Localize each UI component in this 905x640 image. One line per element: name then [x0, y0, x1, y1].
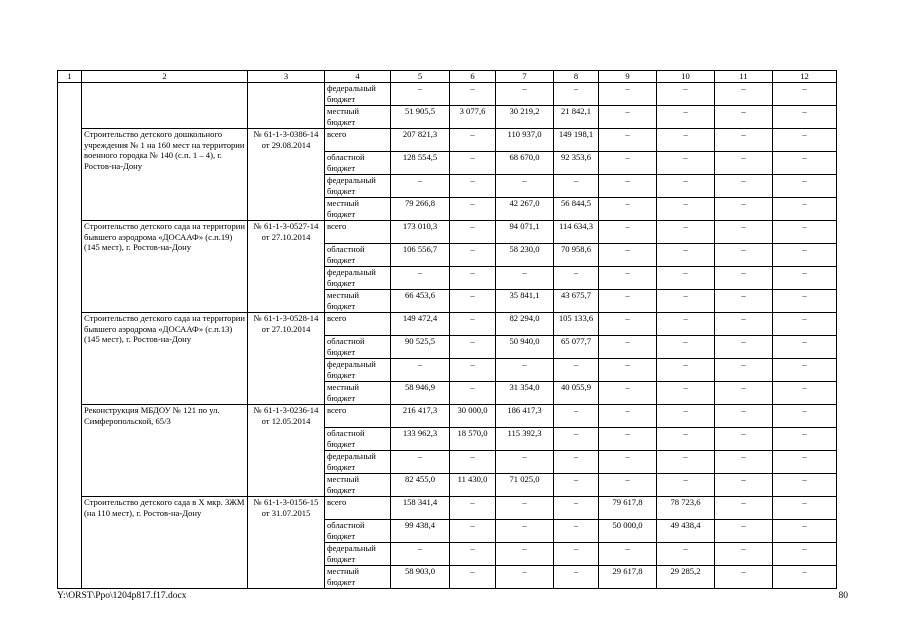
value-cell-col-11: –: [715, 405, 773, 428]
funding-source-cell: местный бюджет: [325, 474, 391, 497]
header-cell-8: 8: [554, 71, 599, 83]
value-cell-col-12: –: [773, 359, 837, 382]
value-cell-col-10: –: [657, 129, 715, 152]
value-cell-col-11: –: [715, 543, 773, 566]
value-cell-col-8: 149 198,1: [554, 129, 599, 152]
value-cell-col-7: –: [496, 83, 554, 106]
value-cell-col-7: 35 841,1: [496, 290, 554, 313]
object-name-cell: Строительство детского дошкольного учреждения № 1 на 160 мест на территории военного городка № 140 (с.п. 1 – 4), г. Ростов-на-Дону: [82, 129, 248, 221]
value-cell-col-8: –: [554, 566, 599, 589]
value-cell-col-10: 49 438,4: [657, 520, 715, 543]
table-row: [58, 129, 837, 152]
value-cell-col-11: –: [715, 382, 773, 405]
funding-source-cell: всего: [325, 497, 391, 520]
header-cell-3: 3: [248, 71, 325, 83]
value-cell-col-9: 79 617,8: [599, 497, 657, 520]
value-cell-col-11: –: [715, 520, 773, 543]
value-cell-col-8: 105 133,6: [554, 313, 599, 336]
value-cell-col-12: –: [773, 83, 837, 106]
value-cell-col-9: –: [599, 336, 657, 359]
value-cell-col-11: –: [715, 428, 773, 451]
value-cell-col-11: –: [715, 83, 773, 106]
value-cell-col-8: –: [554, 497, 599, 520]
value-cell-col-10: –: [657, 106, 715, 129]
value-cell-col-8: –: [554, 543, 599, 566]
value-cell-col-5: –: [391, 359, 450, 382]
value-cell-col-6: 11 430,0: [450, 474, 496, 497]
value-cell-col-5: 58 946,9: [391, 382, 450, 405]
value-cell-col-8: –: [554, 451, 599, 474]
value-cell-col-8: 21 842,1: [554, 106, 599, 129]
value-cell-col-11: –: [715, 336, 773, 359]
value-cell-col-12: –: [773, 129, 837, 152]
value-cell-col-9: –: [599, 175, 657, 198]
value-cell-col-12: –: [773, 267, 837, 290]
table-row: [58, 83, 837, 106]
value-cell-col-5: 128 554,5: [391, 152, 450, 175]
value-cell-col-6: –: [450, 451, 496, 474]
funding-source-cell: местный бюджет: [325, 290, 391, 313]
value-cell-col-9: –: [599, 313, 657, 336]
value-cell-col-12: –: [773, 451, 837, 474]
value-cell-col-5: 58 903,0: [391, 566, 450, 589]
value-cell-col-8: 43 675,7: [554, 290, 599, 313]
table-header-row: [58, 71, 837, 83]
value-cell-col-6: 3 077,6: [450, 106, 496, 129]
document-number-cell: № 61-1-3-0386-14 от 29.08.2014: [248, 129, 325, 221]
value-cell-col-9: –: [599, 405, 657, 428]
value-cell-col-12: –: [773, 566, 837, 589]
object-name-cell: Строительство детского сада на территории бывшего аэродрома «ДОСААФ» (с.п.19) (145 мест), г. Ростов-на-Дону: [82, 221, 248, 313]
value-cell-col-11: –: [715, 474, 773, 497]
value-cell-col-5: 66 453,6: [391, 290, 450, 313]
value-cell-col-7: 94 071,1: [496, 221, 554, 244]
value-cell-col-11: –: [715, 267, 773, 290]
funding-source-cell: местный бюджет: [325, 382, 391, 405]
value-cell-col-8: 40 055,9: [554, 382, 599, 405]
value-cell-col-5: –: [391, 543, 450, 566]
object-name-cell: [82, 83, 248, 129]
value-cell-col-7: –: [496, 520, 554, 543]
value-cell-col-7: 50 940,0: [496, 336, 554, 359]
value-cell-col-10: 29 285,2: [657, 566, 715, 589]
value-cell-col-9: –: [599, 290, 657, 313]
value-cell-col-7: 31 354,0: [496, 382, 554, 405]
value-cell-col-7: –: [496, 359, 554, 382]
value-cell-col-9: 29 617,8: [599, 566, 657, 589]
object-name-cell: Реконструкция МБДОУ № 121 по ул. Симферопольской, 65/3: [82, 405, 248, 497]
value-cell-col-9: –: [599, 451, 657, 474]
funding-source-cell: федеральный бюджет: [325, 267, 391, 290]
value-cell-col-8: –: [554, 428, 599, 451]
value-cell-col-11: –: [715, 290, 773, 313]
value-cell-col-9: –: [599, 382, 657, 405]
value-cell-col-12: –: [773, 336, 837, 359]
value-cell-col-6: –: [450, 520, 496, 543]
value-cell-col-12: –: [773, 520, 837, 543]
value-cell-col-5: –: [391, 175, 450, 198]
value-cell-col-8: 56 844,5: [554, 198, 599, 221]
value-cell-col-6: –: [450, 198, 496, 221]
value-cell-col-7: 42 267,0: [496, 198, 554, 221]
funding-source-cell: всего: [325, 221, 391, 244]
funding-source-cell: местный бюджет: [325, 566, 391, 589]
value-cell-col-10: –: [657, 221, 715, 244]
header-cell-12: 12: [773, 71, 837, 83]
document-number-cell: [248, 83, 325, 129]
value-cell-col-5: 106 556,7: [391, 244, 450, 267]
funding-source-cell: местный бюджет: [325, 198, 391, 221]
value-cell-col-11: –: [715, 175, 773, 198]
value-cell-col-7: 71 025,0: [496, 474, 554, 497]
header-cell-11: 11: [715, 71, 773, 83]
footer-file-path: Y:\ORST\Ppo\1204p817.f17.docx: [57, 591, 187, 601]
value-cell-col-9: –: [599, 152, 657, 175]
value-cell-col-7: 82 294,0: [496, 313, 554, 336]
value-cell-col-9: –: [599, 129, 657, 152]
value-cell-col-9: –: [599, 198, 657, 221]
value-cell-col-10: –: [657, 175, 715, 198]
value-cell-col-5: 90 525,5: [391, 336, 450, 359]
value-cell-col-8: –: [554, 83, 599, 106]
footer-page-number: 80: [838, 591, 848, 601]
funding-source-cell: федеральный бюджет: [325, 175, 391, 198]
value-cell-col-6: –: [450, 290, 496, 313]
value-cell-col-7: –: [496, 175, 554, 198]
value-cell-col-9: –: [599, 267, 657, 290]
value-cell-col-10: –: [657, 359, 715, 382]
value-cell-col-6: –: [450, 152, 496, 175]
value-cell-col-7: 186 417,3: [496, 405, 554, 428]
value-cell-col-11: –: [715, 106, 773, 129]
value-cell-col-10: –: [657, 451, 715, 474]
value-cell-col-7: 110 937,0: [496, 129, 554, 152]
value-cell-col-6: –: [450, 313, 496, 336]
value-cell-col-7: 68 670,0: [496, 152, 554, 175]
value-cell-col-11: –: [715, 152, 773, 175]
value-cell-col-11: –: [715, 359, 773, 382]
header-cell-4: 4: [325, 71, 391, 83]
value-cell-col-5: 149 472,4: [391, 313, 450, 336]
value-cell-col-6: 30 000,0: [450, 405, 496, 428]
funding-source-cell: областной бюджет: [325, 244, 391, 267]
value-cell-col-10: –: [657, 313, 715, 336]
table-row: [58, 497, 837, 520]
value-cell-col-12: –: [773, 152, 837, 175]
value-cell-col-10: –: [657, 405, 715, 428]
value-cell-col-12: –: [773, 405, 837, 428]
value-cell-col-10: 78 723,6: [657, 497, 715, 520]
value-cell-col-9: –: [599, 221, 657, 244]
value-cell-col-11: –: [715, 313, 773, 336]
value-cell-col-12: –: [773, 543, 837, 566]
funding-source-cell: федеральный бюджет: [325, 359, 391, 382]
budget-table: [57, 70, 837, 589]
header-cell-7: 7: [496, 71, 554, 83]
object-name-cell: Строительство детского сада на территории бывшего аэродрома «ДОСААФ» (с.п.13) (145 мест), г. Ростов-на-Дону: [82, 313, 248, 405]
value-cell-col-12: –: [773, 290, 837, 313]
value-cell-col-12: –: [773, 198, 837, 221]
value-cell-col-12: –: [773, 382, 837, 405]
value-cell-col-8: –: [554, 175, 599, 198]
header-cell-9: 9: [599, 71, 657, 83]
header-cell-10: 10: [657, 71, 715, 83]
value-cell-col-12: –: [773, 313, 837, 336]
funding-source-cell: областной бюджет: [325, 428, 391, 451]
value-cell-col-8: –: [554, 520, 599, 543]
value-cell-col-10: –: [657, 152, 715, 175]
funding-source-cell: областной бюджет: [325, 152, 391, 175]
value-cell-col-9: –: [599, 244, 657, 267]
value-cell-col-5: 79 266,8: [391, 198, 450, 221]
value-cell-col-5: 158 341,4: [391, 497, 450, 520]
document-number-cell: № 61-1-3-0156-15 от 31.07.2015: [248, 497, 325, 589]
value-cell-col-7: –: [496, 267, 554, 290]
value-cell-col-7: –: [496, 497, 554, 520]
funding-source-cell: местный бюджет: [325, 106, 391, 129]
value-cell-col-12: –: [773, 474, 837, 497]
header-cell-2: 2: [82, 71, 248, 83]
value-cell-col-10: –: [657, 474, 715, 497]
value-cell-col-11: –: [715, 566, 773, 589]
funding-source-cell: областной бюджет: [325, 520, 391, 543]
funding-source-cell: федеральный бюджет: [325, 83, 391, 106]
value-cell-col-10: –: [657, 198, 715, 221]
value-cell-col-5: –: [391, 83, 450, 106]
header-cell-5: 5: [391, 71, 450, 83]
value-cell-col-10: –: [657, 543, 715, 566]
value-cell-col-11: –: [715, 221, 773, 244]
value-cell-col-11: –: [715, 244, 773, 267]
value-cell-col-5: 207 821,3: [391, 129, 450, 152]
value-cell-col-7: –: [496, 543, 554, 566]
value-cell-col-12: –: [773, 497, 837, 520]
value-cell-col-9: –: [599, 428, 657, 451]
table-row: [58, 405, 837, 428]
table-row: [58, 313, 837, 336]
value-cell-col-9: –: [599, 474, 657, 497]
value-cell-col-12: –: [773, 244, 837, 267]
value-cell-col-6: –: [450, 359, 496, 382]
value-cell-col-6: –: [450, 221, 496, 244]
value-cell-col-10: –: [657, 382, 715, 405]
index-cell: [58, 83, 82, 589]
value-cell-col-7: –: [496, 451, 554, 474]
value-cell-col-10: –: [657, 267, 715, 290]
value-cell-col-7: 115 392,3: [496, 428, 554, 451]
funding-source-cell: федеральный бюджет: [325, 451, 391, 474]
value-cell-col-8: 92 353,6: [554, 152, 599, 175]
value-cell-col-6: –: [450, 244, 496, 267]
value-cell-col-11: –: [715, 129, 773, 152]
value-cell-col-8: –: [554, 359, 599, 382]
funding-source-cell: всего: [325, 313, 391, 336]
value-cell-col-8: 70 958,6: [554, 244, 599, 267]
value-cell-col-10: –: [657, 244, 715, 267]
value-cell-col-9: –: [599, 359, 657, 382]
value-cell-col-12: –: [773, 106, 837, 129]
value-cell-col-10: –: [657, 428, 715, 451]
document-number-cell: № 61-1-3-0528-14 от 27.10.2014: [248, 313, 325, 405]
value-cell-col-6: –: [450, 336, 496, 359]
value-cell-col-6: –: [450, 267, 496, 290]
value-cell-col-10: –: [657, 336, 715, 359]
value-cell-col-6: –: [450, 543, 496, 566]
value-cell-col-6: –: [450, 83, 496, 106]
funding-source-cell: всего: [325, 405, 391, 428]
value-cell-col-12: –: [773, 221, 837, 244]
value-cell-col-5: –: [391, 451, 450, 474]
value-cell-col-8: 65 077,7: [554, 336, 599, 359]
funding-source-cell: федеральный бюджет: [325, 543, 391, 566]
funding-source-cell: всего: [325, 129, 391, 152]
table-row: [58, 221, 837, 244]
value-cell-col-8: –: [554, 405, 599, 428]
value-cell-col-5: 99 438,4: [391, 520, 450, 543]
object-name-cell: Строительство детского сада в Х мкр. ЗЖМ (на 110 мест), г. Ростов-на-Дону: [82, 497, 248, 589]
value-cell-col-5: 82 455,0: [391, 474, 450, 497]
value-cell-col-6: 18 570,0: [450, 428, 496, 451]
value-cell-col-6: –: [450, 175, 496, 198]
value-cell-col-7: 58 230,0: [496, 244, 554, 267]
funding-source-cell: областной бюджет: [325, 336, 391, 359]
value-cell-col-5: –: [391, 267, 450, 290]
value-cell-col-8: –: [554, 267, 599, 290]
value-cell-col-9: –: [599, 106, 657, 129]
value-cell-col-12: –: [773, 428, 837, 451]
value-cell-col-10: –: [657, 290, 715, 313]
value-cell-col-5: 133 962,3: [391, 428, 450, 451]
value-cell-col-6: –: [450, 382, 496, 405]
value-cell-col-8: –: [554, 474, 599, 497]
value-cell-col-6: –: [450, 129, 496, 152]
value-cell-col-7: –: [496, 566, 554, 589]
value-cell-col-11: –: [715, 451, 773, 474]
header-cell-6: 6: [450, 71, 496, 83]
value-cell-col-11: –: [715, 497, 773, 520]
header-cell-1: 1: [58, 71, 82, 83]
value-cell-col-9: 50 000,0: [599, 520, 657, 543]
value-cell-col-11: –: [715, 198, 773, 221]
value-cell-col-10: –: [657, 83, 715, 106]
value-cell-col-6: –: [450, 566, 496, 589]
value-cell-col-5: 216 417,3: [391, 405, 450, 428]
value-cell-col-6: –: [450, 497, 496, 520]
value-cell-col-5: 173 010,3: [391, 221, 450, 244]
value-cell-col-7: 30 219,2: [496, 106, 554, 129]
document-number-cell: № 61-1-3-0236-14 от 12.05.2014: [248, 405, 325, 497]
value-cell-col-5: 51 905,5: [391, 106, 450, 129]
document-number-cell: № 61-1-3-0527-14 от 27.10.2014: [248, 221, 325, 313]
value-cell-col-9: –: [599, 543, 657, 566]
value-cell-col-8: 114 634,3: [554, 221, 599, 244]
value-cell-col-12: –: [773, 175, 837, 198]
table-body: [58, 71, 837, 589]
value-cell-col-9: –: [599, 83, 657, 106]
